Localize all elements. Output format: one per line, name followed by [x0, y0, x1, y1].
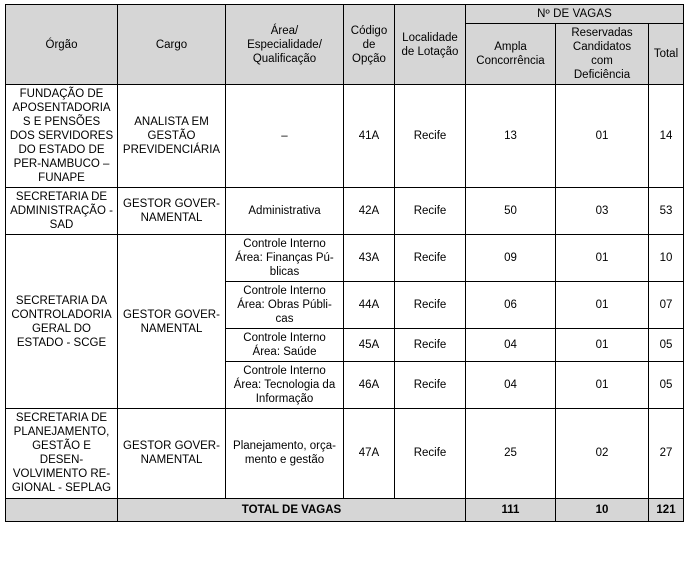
column-header-reservadas-deficiencia — [556, 24, 649, 85]
cell-area: Administrativa — [226, 188, 344, 235]
cell-cargo: GESTOR GOVER-NAMENTAL — [118, 409, 226, 498]
cell-total: 10 — [649, 235, 684, 282]
cell-codigo-opcao: 44A — [344, 282, 395, 329]
cell-total: 07 — [649, 282, 684, 329]
cell-localidade: Recife — [395, 409, 466, 498]
column-header-total: Total — [649, 24, 684, 85]
table-row — [6, 188, 684, 235]
cell-codigo-opcao: 43A — [344, 235, 395, 282]
column-header-localidade-line2: de Lotação — [401, 45, 459, 58]
cell-total: 53 — [649, 188, 684, 235]
cell-reservadas-deficiencia: 01 — [556, 329, 649, 362]
cell-reservadas-deficiencia: 01 — [556, 85, 649, 188]
cell-total-total: 121 — [649, 498, 684, 521]
cell-area: Controle Interno Área: Saúde — [226, 329, 344, 362]
cell-reservadas-deficiencia: 01 — [556, 235, 649, 282]
cell-area: Controle Interno Área: Finanças Pú-blicas — [226, 235, 344, 282]
column-header-reservadas-line3: com — [591, 55, 613, 68]
column-header-reservadas-line1: Reservadas — [571, 27, 633, 40]
table-header — [6, 5, 684, 85]
cell-codigo-opcao: 42A — [344, 188, 395, 235]
column-header-area — [226, 5, 344, 85]
cell-localidade: Recife — [395, 282, 466, 329]
column-header-area-line3: Qualificação — [252, 52, 317, 65]
cell-ampla-concorrencia: 06 — [466, 282, 556, 329]
cell-codigo-opcao: 46A — [344, 362, 395, 409]
cell-total: 05 — [649, 362, 684, 409]
column-header-localidade-lotacao — [395, 5, 466, 85]
cell-reservadas-deficiencia: 01 — [556, 282, 649, 329]
cell-area: Planejamento, orça-mento e gestão — [226, 409, 344, 498]
cell-ampla-concorrencia: 09 — [466, 235, 556, 282]
cell-total: 27 — [649, 409, 684, 498]
cell-total-ampla: 111 — [466, 498, 556, 521]
cell-area: Controle Interno Área: Obras Públi-cas — [226, 282, 344, 329]
cell-orgao: SECRETARIA DE ADMINISTRAÇÃO - SAD — [6, 188, 118, 235]
cell-area: – — [226, 85, 344, 188]
cell-ampla-concorrencia: 50 — [466, 188, 556, 235]
vacancy-table — [5, 4, 684, 522]
cell-total: 14 — [649, 85, 684, 188]
column-header-area-line1: Área/ — [270, 24, 299, 37]
column-header-ampla-line2: Concorrência — [476, 55, 545, 68]
cell-orgao: FUNDAÇÃO DE APOSENTADORIAS E PENSÕES DOS SERVIDORES DO ESTADO DE PER-NAMBUCO – FUNAPE — [6, 85, 118, 188]
cell-reservadas-deficiencia: 03 — [556, 188, 649, 235]
cell-localidade: Recife — [395, 329, 466, 362]
cell-localidade: Recife — [395, 188, 466, 235]
cell-localidade: Recife — [395, 235, 466, 282]
cell-ampla-concorrencia: 13 — [466, 85, 556, 188]
column-header-codigo-opcao — [344, 5, 395, 85]
cell-reservadas-deficiencia: 01 — [556, 362, 649, 409]
cell-total-row-label: TOTAL DE VAGAS — [118, 498, 466, 521]
column-header-area-line2: Especialidade/ — [247, 38, 322, 51]
column-header-ampla-line1: Ampla — [494, 41, 527, 54]
cell-reservadas-deficiencia: 02 — [556, 409, 649, 498]
column-header-codigo-line3: Opção — [352, 52, 386, 65]
cell-total: 05 — [649, 329, 684, 362]
header-row-group — [6, 5, 684, 24]
cell-ampla-concorrencia: 04 — [466, 362, 556, 409]
cell-ampla-concorrencia: 04 — [466, 329, 556, 362]
cell-cargo: ANALISTA EM GESTÃO PREVIDENCIÁRIA — [118, 85, 226, 188]
column-group-header-numero-vagas: Nº DE VAGAS — [466, 5, 684, 24]
cell-codigo-opcao: 41A — [344, 85, 395, 188]
cell-total-reservadas: 10 — [556, 498, 649, 521]
table-row — [6, 85, 684, 188]
cell-codigo-opcao: 45A — [344, 329, 395, 362]
column-header-cargo: Cargo — [118, 5, 226, 85]
column-header-localidade-line1: Localidade — [402, 31, 458, 44]
cell-orgao: SECRETARIA DA CONTROLADORIA GERAL DO ESTADO - SCGE — [6, 235, 118, 409]
table-row — [6, 235, 684, 282]
column-header-ampla-concorrencia — [466, 24, 556, 85]
column-header-reservadas-line4: Deficiência — [573, 69, 631, 82]
cell-localidade: Recife — [395, 85, 466, 188]
table-total-row — [6, 498, 684, 521]
table-body — [6, 85, 684, 521]
cell-localidade: Recife — [395, 362, 466, 409]
column-header-orgao: Órgão — [6, 5, 118, 85]
column-header-codigo-line2: de — [362, 38, 376, 51]
cell-ampla-concorrencia: 25 — [466, 409, 556, 498]
cell-cargo: GESTOR GOVER-NAMENTAL — [118, 188, 226, 235]
cell-orgao: SECRETARIA DE PLANEJAMENTO, GESTÃO E DESEN-VOLVIMENTO RE-GIONAL - SEPLAG — [6, 409, 118, 498]
cell-area: Controle Interno Área: Tecnologia da Informação — [226, 362, 344, 409]
cell-codigo-opcao: 47A — [344, 409, 395, 498]
cell-total-row-blank — [6, 498, 118, 521]
cell-cargo: GESTOR GOVER-NAMENTAL — [118, 235, 226, 409]
table-row — [6, 409, 684, 498]
column-header-reservadas-line2: Candidatos — [572, 41, 632, 54]
column-header-codigo-line1: Código — [350, 24, 388, 37]
